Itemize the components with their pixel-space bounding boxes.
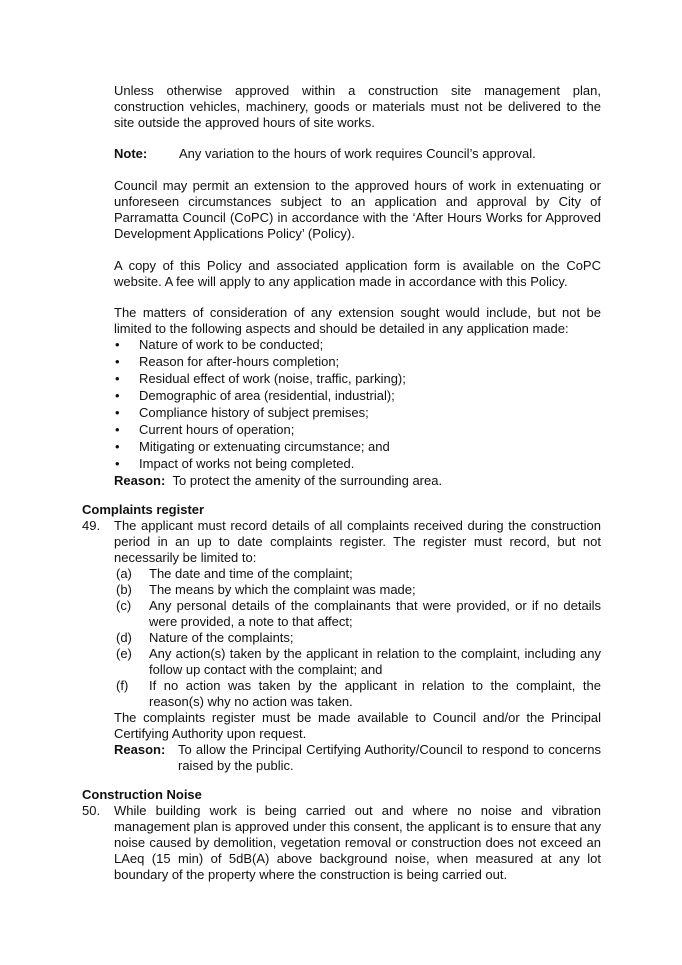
list-item: • Nature of work to be conducted; [115,337,324,352]
bullet-icon: • [115,439,120,454]
list-item: (e) Any action(s) taken by the applicant in relation to the complaint, including any follow up contact with the complaint; and [116,646,601,677]
list-item: (b) The means by which the complaint was made; [116,582,416,597]
condition-50-text: While building work is being carried out and where no noise and vibration management plan is approved under this consent, the applicant is to ensure that any noise caused by demolition, vegetation removal or construction does not exceed an LAeq (15 min) of 5dB(A) above background noise, when measured at any lot boundary of the property where the construction is being carried out. [114,803,601,882]
reason-text: To protect the amenity of the surrounding area. [172,473,443,488]
reason-amenity [114,473,601,489]
reason-label: Reason: [114,742,166,757]
bullet-icon: • [115,405,120,420]
list-item: (a) The date and time of the complaint; [116,566,353,581]
condition-50 [82,803,601,883]
reason-complaints [114,742,601,774]
reason-label: Reason: [114,473,166,488]
complaint-details-list [116,566,601,710]
list-item: • Residual effect of work (noise, traffic, parking); [115,371,406,386]
list-item: (f) If no action was taken by the applicant in relation to the complaint, the reason(s) why no action was taken. [116,678,601,709]
condition-49-intro: The applicant must record details of all complaints received during the construction period in an up to date complaints register. The register must record, but not necessarily be limited to: [114,518,601,565]
heading-construction-noise: Construction Noise [82,787,202,802]
bullet-icon: • [115,422,120,437]
condition-49-closing: The complaints register must be made available to Council and/or the Principal Certifying Authority upon request. [114,710,601,741]
note-text: Any variation to the hours of work requires Council’s approval. [179,146,536,161]
reason-text: To allow the Principal Certifying Authority/Council to respond to concerns raised by the public. [178,742,601,773]
list-item: • Demographic of area (residential, industrial); [115,388,395,403]
bullet-icon: • [115,371,120,386]
condition-number: 50. [82,803,101,818]
list-item: • Impact of works not being completed. [115,456,355,471]
list-item: (c) Any personal details of the complainants that were provided, or if no details were provided, a note to that affect; [116,598,601,629]
bullet-icon: • [115,354,120,369]
bullet-icon: • [115,388,120,403]
list-item: • Reason for after-hours completion; [115,354,340,369]
condition-49 [82,518,601,774]
considerations-list [114,337,601,473]
list-item: (d) Nature of the complaints; [116,630,294,645]
paragraph-delivery-hours: Unless otherwise approved within a construction site management plan, construction vehicles, machinery, goods or materials must not be delivered to the site outside the approved hours of site works. [114,83,601,130]
note-label: Note: [114,146,148,161]
bullet-icon: • [115,456,120,471]
paragraph-considerations: The matters of consideration of any extension sought would include, but not be limited to the following aspects and should be detailed in any application made: • Nature of work to be conducted; • Reason for after-hours completion; • Residual effect of work (noise, traffic, parking); • Demographic of area (residential, industrial); • Compliance history of subject premises; • Current hours of operation; • Mitigating or extenuating circumstance; and • Impact of works not being completed. Reason: To protect the amenity of the surrounding area. [114,305,601,488]
paragraph-policy-copy: A copy of this Policy and associated application form is available on the CoPC website. A fee will apply to any application made in accordance with this Policy. [114,258,601,289]
bullet-icon: • [115,337,120,352]
paragraph-extension: Council may permit an extension to the approved hours of work in extenuating or unforeseen circumstances subject to an application and approval by City of Parramatta Council (CoPC) in accordance with the ‘After Hours Works for Approved Development Applications Policy’ (Policy). [114,178,601,241]
list-item: • Mitigating or extenuating circumstance; and [115,439,390,454]
condition-number: 49. [82,518,101,533]
note [114,146,601,162]
list-item: • Current hours of operation; [115,422,295,437]
list-item: • Compliance history of subject premises; [115,405,369,420]
heading-complaints-register: Complaints register [82,502,205,517]
